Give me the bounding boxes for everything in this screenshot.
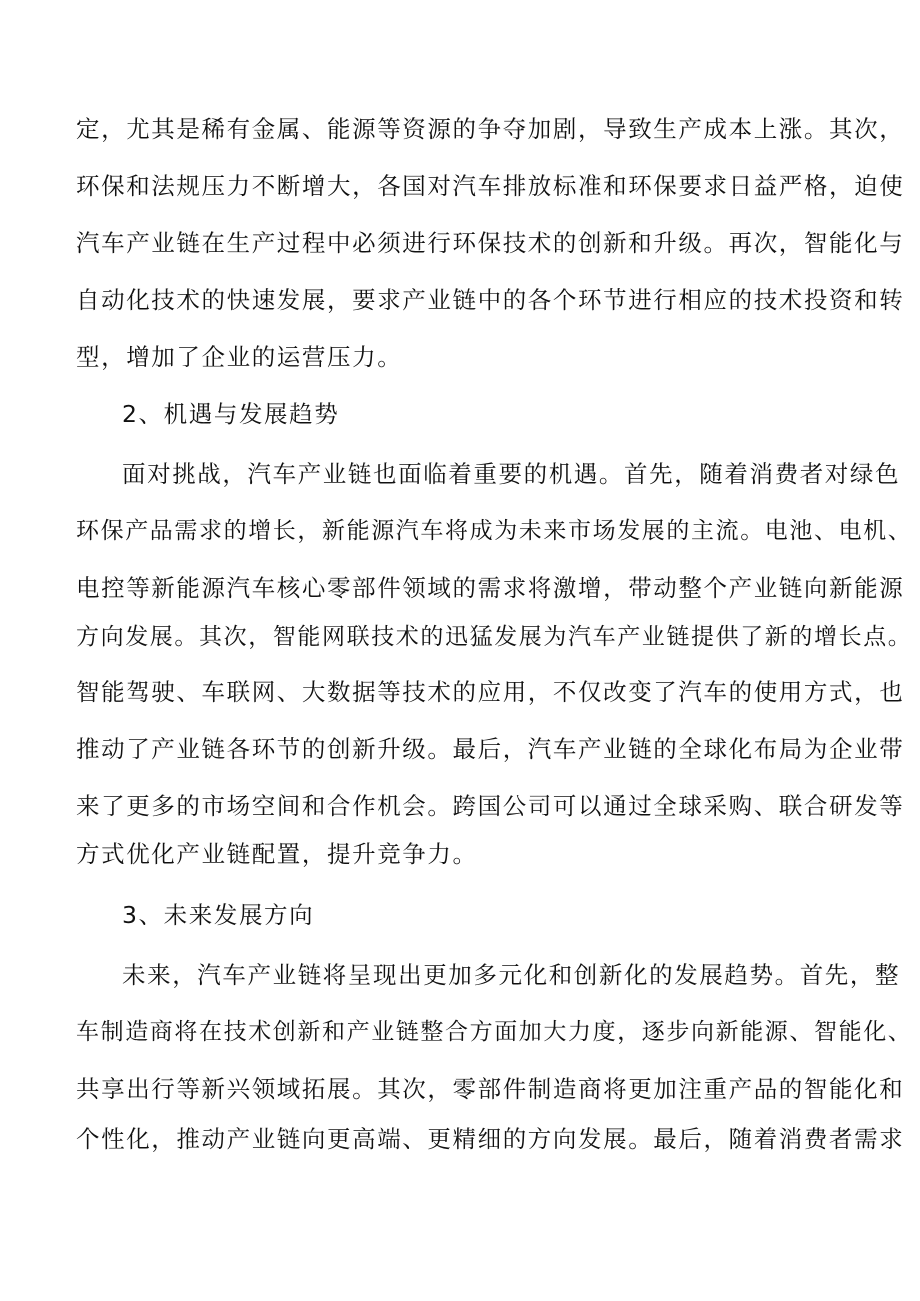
paragraph-line: 汽车产业链在生产过程中必须进行环保技术的创新和升级。再次，智能化与 xyxy=(76,229,905,257)
paragraph-line: 方式优化产业链配置，提升竞争力。 xyxy=(76,840,478,868)
paragraph-line: 定，尤其是稀有金属、能源等资源的争夺加剧，导致生产成本上涨。其次， xyxy=(76,115,905,143)
paragraph-line: 环保产品需求的增长，新能源汽车将成为未来市场发展的主流。电池、电机、 xyxy=(76,518,913,544)
paragraph-line: 个性化，推动产业链向更高端、更精细的方向发展。最后，随着消费者需求 xyxy=(76,1125,905,1153)
paragraph-line: 面对挑战，汽车产业链也面临着重要的机遇。首先，随着消费者对绿色 xyxy=(122,460,901,488)
paragraph-line: 未来，汽车产业链将呈现出更加多元化和创新化的发展趋势。首先，整 xyxy=(122,961,901,989)
section-heading: 2、机遇与发展趋势 xyxy=(122,400,340,428)
paragraph-line: 来了更多的市场空间和合作机会。跨国公司可以通过全球采购、联合研发等 xyxy=(76,792,905,820)
paragraph-line: 自动化技术的快速发展，要求产业链中的各个环节进行相应的技术投资和转 xyxy=(76,286,905,314)
paragraph-line: 方向发展。其次，智能网联技术的迅猛发展为汽车产业链提供了新的增长点。 xyxy=(76,624,913,650)
paragraph-line: 共享出行等新兴领域拓展。其次，零部件制造商将更加注重产品的智能化和 xyxy=(76,1075,905,1103)
paragraph-line: 环保和法规压力不断增大，各国对汽车排放标准和环保要求日益严格，迫使 xyxy=(76,172,905,200)
paragraph-line: 推动了产业链各环节的创新升级。最后，汽车产业链的全球化布局为企业带 xyxy=(76,735,905,763)
paragraph-line: 车制造商将在技术创新和产业链整合方面加大力度，逐步向新能源、智能化、 xyxy=(76,1019,913,1045)
paragraph-line: 电控等新能源汽车核心零部件领域的需求将激增，带动整个产业链向新能源 xyxy=(76,574,905,602)
paragraph-line: 智能驾驶、车联网、大数据等技术的应用，不仅改变了汽车的使用方式，也 xyxy=(76,678,905,706)
paragraph-line: 型，增加了企业的运营压力。 xyxy=(76,343,403,371)
section-heading: 3、未来发展方向 xyxy=(122,901,315,929)
